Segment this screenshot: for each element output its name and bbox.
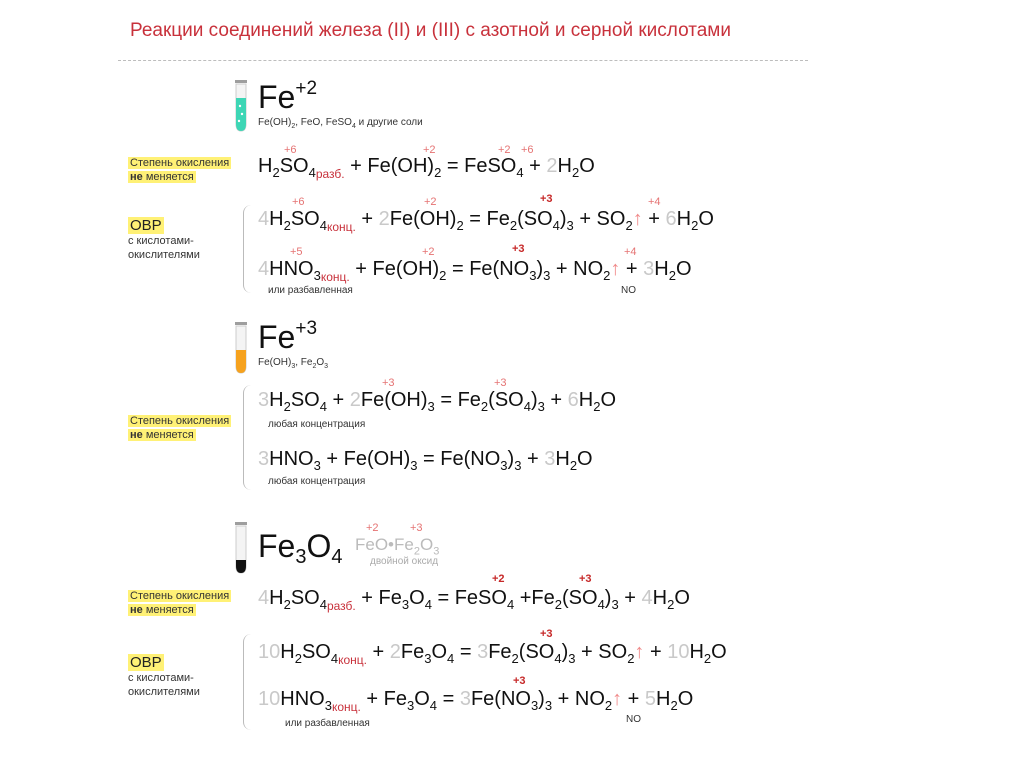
ox-label: +5 <box>290 246 303 258</box>
double-oxide-caption: двойной оксид <box>370 556 439 567</box>
equation: $4H_2SO_{4разб.} + Fe_3O_4$ = FeSO$_4$ $+Fe_2(SO_4)_3 + 4H_2O$ <box>258 587 690 613</box>
ox-label: +3 <box>540 193 553 205</box>
note-diluted: или разбавленная <box>268 285 353 296</box>
fe3-heading: $Fe^{+3}$ <box>258 318 318 355</box>
bracket <box>243 205 252 293</box>
fe2-compounds: $Fe(OH)_2$, FeO, FeSO$_4$ и другие соли <box>258 117 423 130</box>
title-divider <box>118 60 808 61</box>
equation: $4H_2SO_{4конц.} + 2Fe(OH)_2 = Fe_2(SO_4)_3$ + $SO_2↑ + 6H_2O$ <box>258 208 714 234</box>
ox-label: +4 <box>624 246 637 258</box>
note-no: NO <box>626 714 641 725</box>
fe3o4-heading: $Fe_3O_4$ <box>258 528 343 568</box>
ox-label: +3 <box>512 243 525 255</box>
bracket <box>243 385 252 490</box>
equation: $H_2SO_{4разб.} + Fe(OH)_2$ = FeSO$_4$ + $2H_2O$ <box>258 155 595 181</box>
test-tube-fe3o4-icon <box>230 520 252 576</box>
equation: $10H_2SO_{4конц.} + 2Fe_3O_4 = 3Fe_2(SO_4)_3$ + $SO_2↑ + 10H_2O$ <box>258 641 727 667</box>
note-any-concentration: любая концентрация <box>268 476 366 487</box>
note-any-concentration: любая концентрация <box>268 419 366 430</box>
ox-label: +3 <box>540 628 553 640</box>
ox-label: +2 <box>424 196 437 208</box>
fe2-heading: $Fe^{+2}$ <box>258 78 318 115</box>
ox-label: +3 <box>513 675 526 687</box>
ox-state-label-1: Степень окисления не меняется <box>130 157 230 183</box>
bracket <box>243 634 252 730</box>
ox-label: +3 <box>410 522 423 534</box>
ox-label: +2 <box>422 246 435 258</box>
equation: $4HNO_{3конц.} + Fe(OH)_2 = Fe(NO_3)_3$ + $NO_2↑ + 3H_2O$ <box>258 258 692 284</box>
equation: $3H_2SO_4 + 2Fe(OH)_3 = Fe_2(SO_4)_3 + 6H_2O$ <box>258 389 617 414</box>
ox-state-label-3: Степень окисления не меняется <box>130 590 230 616</box>
equation: $10HNO_{3конц.} + Fe_3O_4 = 3Fe(NO_3)_3$ + $NO_2↑ + 5H_2O$ <box>258 688 694 714</box>
ox-state-label-2: Степень окисления не меняется <box>130 415 230 441</box>
equation: $3HNO_3 + Fe(OH)_3 = Fe(NO_3)_3 + 3H_2O$ <box>258 448 593 473</box>
note-diluted: или разбавленная <box>285 718 370 729</box>
page-title: Реакции соединений железа (II) и (III) с азотной и серной кислотами <box>130 20 731 41</box>
ox-label: +2 <box>498 144 511 156</box>
ovr-label-2: ОВР с кислотами- окислителями <box>128 654 200 698</box>
ox-label: +2 <box>366 522 379 534</box>
double-oxide-formula: $FeO•Fe_2O_3$ <box>355 535 440 558</box>
ox-label: +3 <box>494 377 507 389</box>
ox-label: +6 <box>284 144 297 156</box>
ox-label: +6 <box>292 196 305 208</box>
test-tube-fe2-icon <box>230 78 252 134</box>
note-no: NO <box>621 285 636 296</box>
fe3-compounds: $Fe(OH)_3$, $Fe_2O_3$ <box>258 357 329 370</box>
ox-label: +3 <box>579 573 592 585</box>
ox-label: +3 <box>382 377 395 389</box>
test-tube-fe3-icon <box>230 320 252 376</box>
ox-label: +6 <box>521 144 534 156</box>
ox-label: +4 <box>648 196 661 208</box>
ox-label: +2 <box>423 144 436 156</box>
ox-label: +2 <box>492 573 505 585</box>
ovr-label-1: ОВР с кислотами- окислителями <box>128 217 200 261</box>
